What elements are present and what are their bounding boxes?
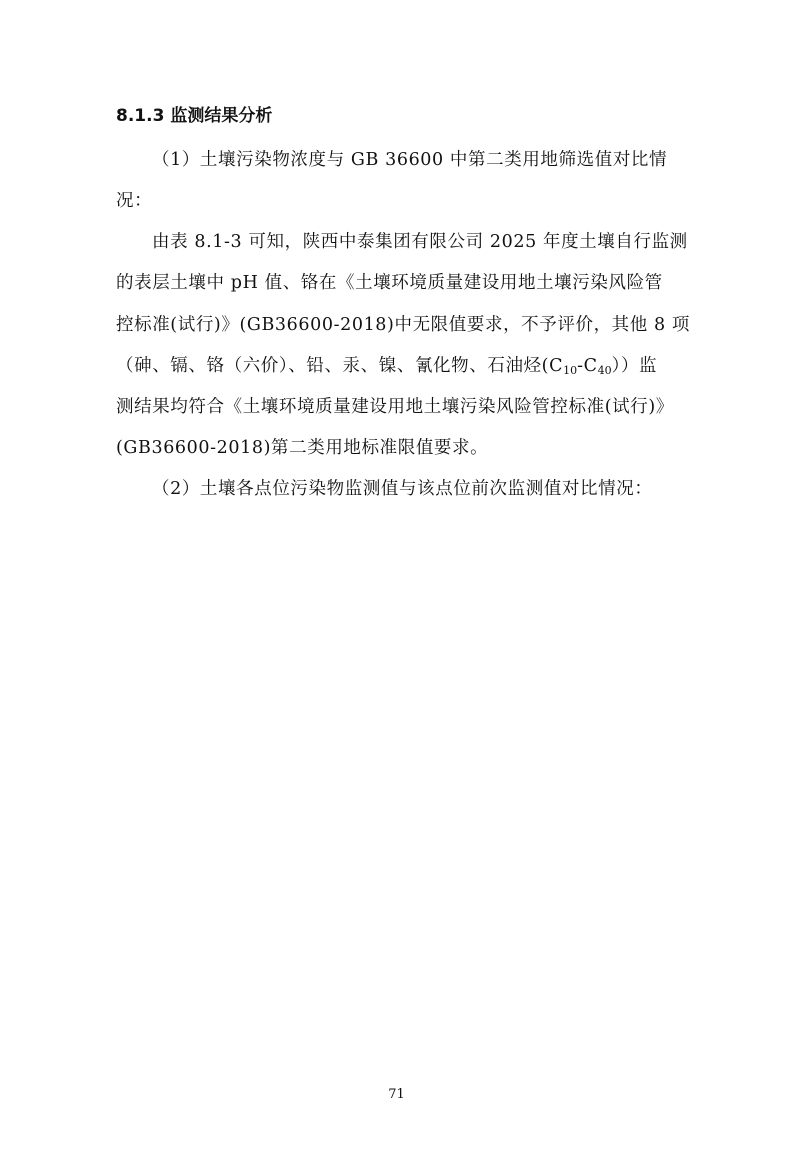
line-4-text-end: ））监 (611, 356, 658, 376)
paragraph-1-line-2: 况： (116, 191, 153, 211)
paragraph-2-line-6: (GB36600-2018)第二类用地标准限值要求。 (116, 438, 489, 458)
paragraph-1-line-1: （1）土壤污染物浓度与 GB 36600 中第二类用地筛选值对比情 (152, 150, 668, 170)
paragraph-2-line-3: 控标准(试行)》(GB36600-2018)中无限值要求，不予评价，其他 8 项 (116, 315, 691, 335)
page-number: 71 (388, 1087, 405, 1102)
paragraph-2-line-4 (116, 354, 657, 383)
section-heading: 8.1.3 监测结果分析 (116, 106, 273, 126)
line-4-text-start: （砷、镉、铬（六价）、铅、汞、镍、氰化物、石油烃(C (116, 356, 564, 376)
subscript-10: 10 (563, 364, 578, 377)
subscript-40: 40 (597, 364, 612, 377)
paragraph-3-line-1: （2）土壤各点位污染物监测值与该点位前次监测值对比情况： (152, 479, 653, 499)
paragraph-2-line-2: 的表层土壤中 pH 值、铬在《土壤环境质量建设用地土壤污染风险管 (116, 273, 663, 293)
paragraph-2-line-5: 测结果均符合《土壤环境质量建设用地土壤污染风险管控标准(试行)》 (116, 397, 674, 417)
line-4-text-mid: -C (577, 356, 598, 376)
paragraph-2-line-1: 由表 8.1-3 可知，陕西中泰集团有限公司 2025 年度土壤自行监测 (152, 232, 688, 252)
